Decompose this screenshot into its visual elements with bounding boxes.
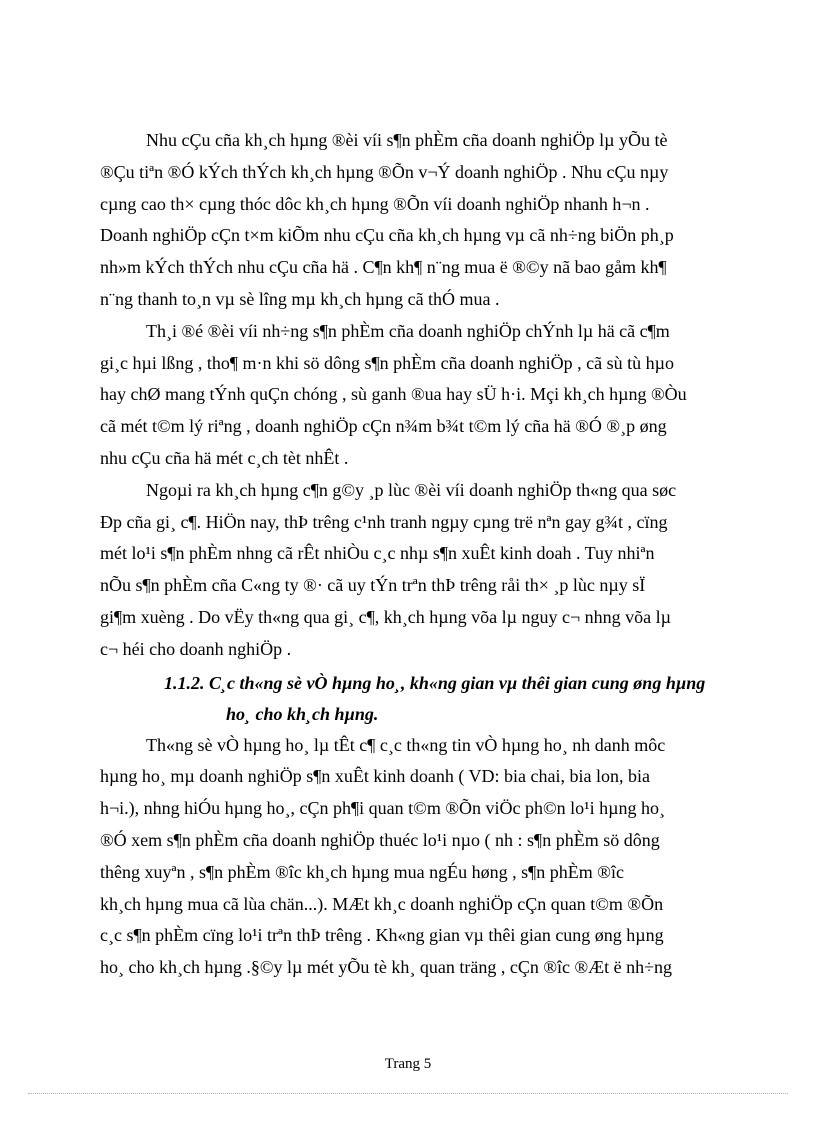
paragraph-price-pressure [100, 475, 741, 666]
text-line: cµng cao th× cµng thóc dôc kh¸ch hµng ®Õn víi doanh nghiÖp nhanh h¬n . [100, 193, 650, 214]
text-line: ®Çu tiªn ®Ó kÝch thÝch kh¸ch hµng ®Õn v¬Ý doanh nghiÖp . Nhu cÇu nµy [100, 161, 669, 182]
text-line: Th«ng sè vÒ hµng ho¸ lµ tÊt c¶ c¸c th«ng tin vÒ hµng ho¸ nh danh môc [146, 734, 666, 755]
paragraph-goods-parameters [100, 730, 741, 984]
text-line: cã mét t©m lý riªng , doanh nghiÖp cÇn n¾m b¾t t©m lý cña hä ®Ó ®¸p øng [100, 416, 667, 437]
text-line: Ðp cña gi¸ c¶. HiÖn nay, thÞ trêng c¹nh tranh ngµy cµng trë nªn gay g¾t , cïng [100, 511, 668, 532]
text-line: kh¸ch hµng mua cã lùa chän...). MÆt kh¸c doanh nghiÖp cÇn quan t©m ®Õn [100, 893, 664, 914]
text-line: ®Ó xem s¶n phÈm cña doanh nghiÖp thuéc lo¹i nµo ( nh : s¶n phÈm sö dông [100, 829, 660, 850]
page-bottom-divider [28, 1093, 788, 1094]
text-line: mét lo¹i s¶n phÈm nhng cã rÊt nhiÒu c¸c nhµ s¶n xuÊt kinh doah . Tuy nhiªn [100, 543, 655, 564]
page-number: Trang 5 [384, 1056, 432, 1072]
text-line: hay chØ mang tÝnh quÇn chóng , sù ganh ®ua hay sÜ h·i. Mçi kh¸ch hµng ®Òu [100, 384, 687, 405]
text-line: h¬i.), nhng hiÓu hµng ho¸, cÇn ph¶i quan t©m ®Õn viÖc ph©n lo¹i hµng ho¸ [100, 798, 665, 819]
text-line: Doanh nghiÖp cÇn t×m kiÕm nhu cÇu cña kh¸ch hµng vµ cã nh÷ng biÖn ph¸p [100, 225, 674, 246]
document-page [100, 125, 741, 984]
text-line: nhu cÇu cña hä mét c¸ch tèt nhÊt . [100, 447, 349, 468]
text-line: c¸c s¶n phÈm cïng lo¹i trªn thÞ trêng . Kh«ng gian vµ thêi gian cung øng hµng [100, 925, 664, 946]
text-line: hµng ho¸ mµ doanh nghiÖp s¶n xuÊt kinh doanh ( VD: bia chai, bia lon, bia [100, 766, 650, 787]
text-line: Nhu cÇu cña kh¸ch hµng ®èi víi s¶n phÈm cña doanh nghiÖp lµ yÕu tè [146, 130, 668, 150]
text-line: gi¶m xuèng . Do vËy th«ng qua gi¸ c¶, kh¸ch hµng võa lµ nguy c¬ nhng võa lµ [100, 606, 671, 627]
text-line: c¬ héi cho doanh nghiÖp . [100, 638, 292, 659]
text-line: nh»m kÝch thÝch nhu cÇu cña hä . C¶n kh¶ n¨ng mua ë ®©y nã bao gåm kh¶ [100, 257, 667, 278]
paragraph-customer-attitude [100, 316, 741, 475]
text-line: gi¸c hµi lßng , tho¶ m·n khi sö dông s¶n phÈm cña doanh nghiÖp , cã sù tù hµo [100, 352, 674, 373]
text-line: thêng xuyªn , s¶n phÈm ®îc kh¸ch hµng mua ngÉu høng , s¶n phÈm ®îc [100, 861, 624, 882]
text-line: ho¸ cho kh¸ch hµng .§©y lµ mét yÕu tè kh¸ quan träng , cÇn ®îc ®Æt ë nh÷ng [100, 957, 673, 978]
text-line: nÕu s¶n phÈm cña C«ng ty ®· cã uy tÝn trªn thÞ trêng råi th× ¸p lùc nµy sÏ [100, 575, 646, 596]
heading-line: ho¸ cho kh¸ch hµng. [226, 703, 379, 724]
text-line: Th¸i ®é ®èi víi nh÷ng s¶n phÈm cña doanh nghiÖp chÝnh lµ hä cã c¶m [146, 320, 670, 341]
text-line: n¨ng thanh to¸n vµ sè lîng mµ kh¸ch hµng cã thÓ mua . [100, 288, 500, 309]
heading-line: 1.1.2. C¸c th«ng sè vÒ hµng ho¸, kh«ng gian vµ thêi gian cung øng hµng [164, 672, 706, 693]
paragraph-customer-needs [100, 125, 741, 316]
section-heading [100, 668, 741, 730]
text-line: Ngoµi ra kh¸ch hµng c¶n g©y ¸p lùc ®èi víi doanh nghiÖp th«ng qua søc [146, 479, 677, 500]
